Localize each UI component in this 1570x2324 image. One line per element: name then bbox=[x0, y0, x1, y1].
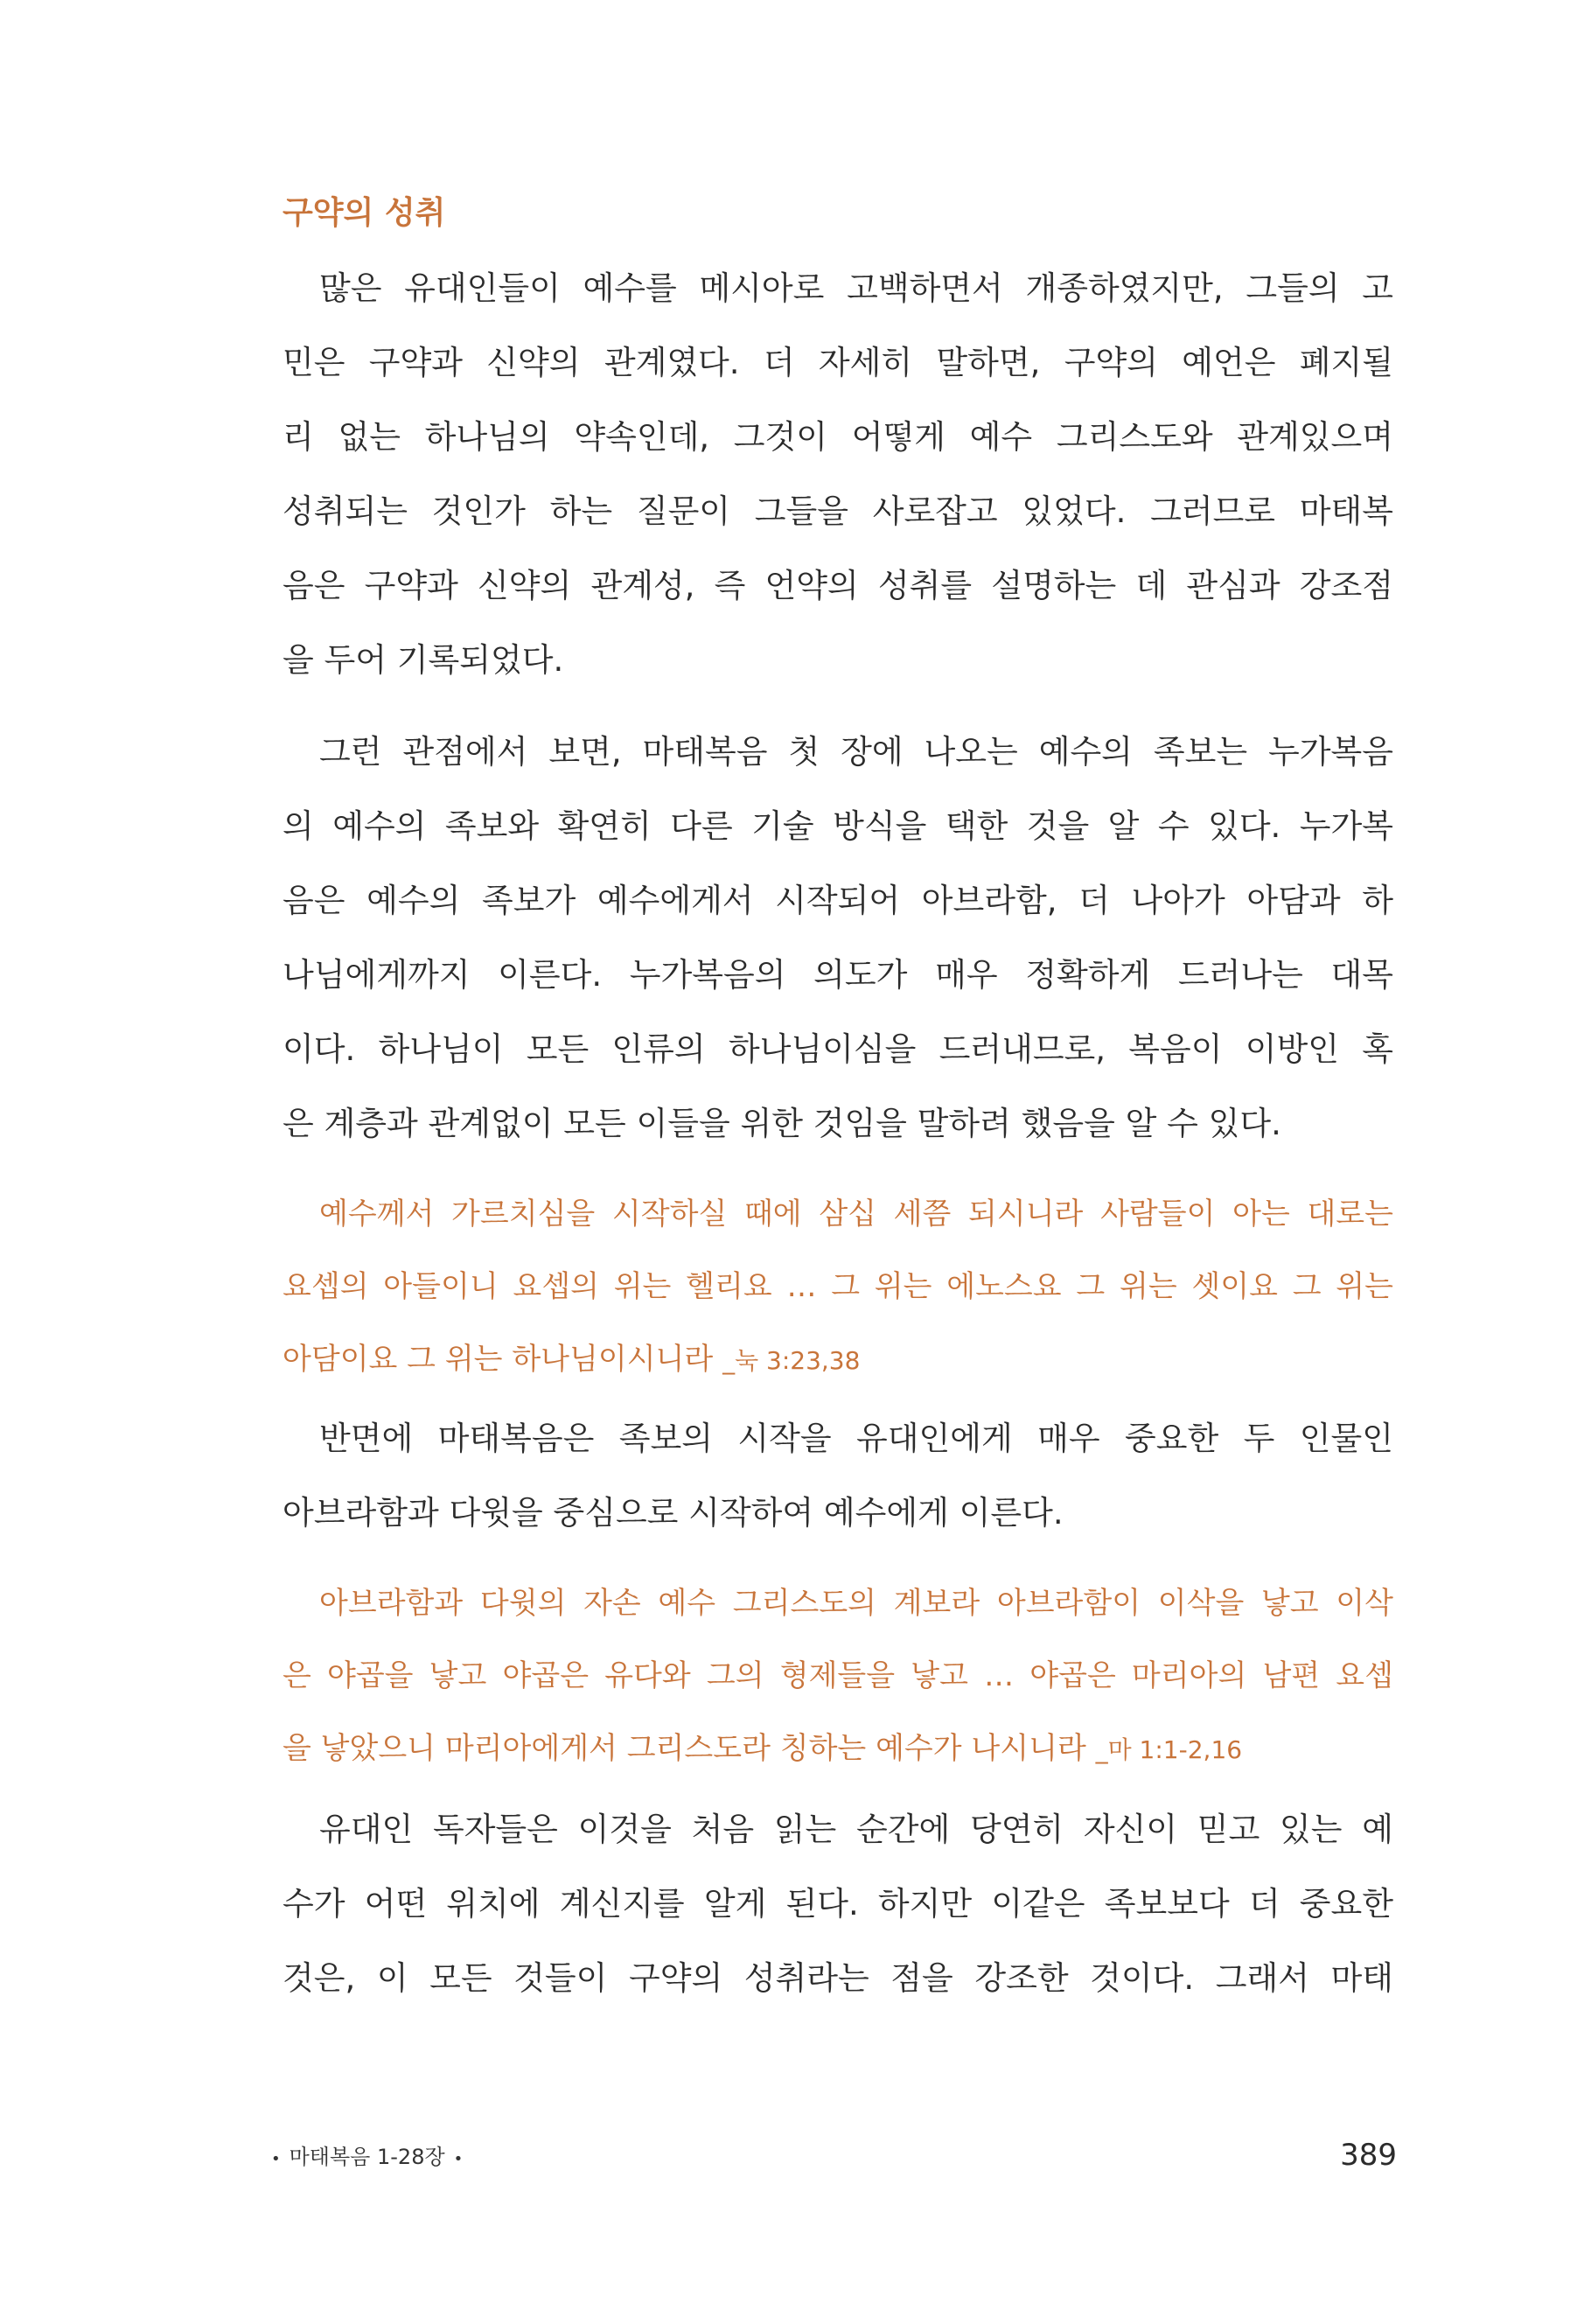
paragraph-line: 그런 관점에서 보면, 마태복음 첫 장에 나오는 예수의 족보는 누가복음 bbox=[319, 733, 1393, 771]
paragraph-line: 아브라함과 다윗을 중심으로 시작하여 예수에게 이른다. bbox=[283, 1494, 1064, 1532]
paragraph-line: 수가 어떤 위치에 계신지를 알게 된다. 하지만 이같은 족보보다 더 중요한 bbox=[283, 1885, 1393, 1923]
quote-line: 예수께서 가르치심을 시작하실 때에 삼십 세쯤 되시니라 사람들이 아는 대로는 bbox=[319, 1197, 1393, 1232]
scripture-reference: _눅 3:23,38 bbox=[722, 1346, 861, 1375]
quote-line: 요셉의 아들이니 요셉의 위는 헬리요 … 그 위는 에노스요 그 위는 셋이요 그 위는 bbox=[283, 1269, 1393, 1304]
section-title: 구약의 성취 bbox=[283, 195, 446, 231]
quote-text: 아담이요 그 위는 하나님이시니라 bbox=[283, 1342, 714, 1377]
quote-line bbox=[283, 1724, 1393, 1775]
quote-line: 아브라함과 다윗의 자손 예수 그리스도의 계보라 아브라함이 이삭을 낳고 이삭 bbox=[319, 1586, 1393, 1621]
page-number: 389 bbox=[1340, 2138, 1397, 2173]
bullet-icon: • bbox=[271, 2150, 281, 2168]
paragraph-line: 의 예수의 족보와 확연히 다른 기술 방식을 택한 것을 알 수 있다. 누가복 bbox=[283, 807, 1393, 845]
quote-text: 을 낳았으니 마리아에게서 그리스도라 칭하는 예수가 나시니라 bbox=[283, 1731, 1086, 1766]
paragraph-line: 민은 구약과 신약의 관계였다. 더 자세히 말하면, 구약의 예언은 폐지될 bbox=[283, 344, 1393, 381]
paragraph-line: 성취되는 것인가 하는 질문이 그들을 사로잡고 있었다. 그러므로 마태복 bbox=[283, 492, 1393, 530]
quote-line bbox=[283, 1335, 1393, 1385]
scripture-reference: _마 1:1-2,16 bbox=[1095, 1735, 1243, 1764]
running-footer bbox=[262, 2143, 471, 2174]
paragraph-line: 것은, 이 모든 것들이 구약의 성취라는 점을 강조한 것이다. 그래서 마태 bbox=[283, 1959, 1393, 1997]
paragraph-line: 리 없는 하나님의 약속인데, 그것이 어떻게 예수 그리스도와 관계있으며 bbox=[283, 418, 1393, 456]
paragraph-line: 을 두어 기록되었다. bbox=[283, 641, 564, 679]
paragraph-line: 유대인 독자들은 이것을 처음 읽는 순간에 당연히 자신이 믿고 있는 예 bbox=[319, 1811, 1393, 1848]
paragraph-line: 음은 구약과 신약의 관계성, 즉 언약의 성취를 설명하는 데 관심과 강조점 bbox=[283, 567, 1393, 604]
paragraph-line: 나님에게까지 이른다. 누가복음의 의도가 매우 정확하게 드러나는 대목 bbox=[283, 956, 1393, 994]
paragraph-line: 많은 유대인들이 예수를 메시아로 고백하면서 개종하였지만, 그들의 고 bbox=[319, 269, 1393, 307]
paragraph-line: 이다. 하나님이 모든 인류의 하나님이심을 드러내므로, 복음이 이방인 혹 bbox=[283, 1030, 1393, 1068]
bullet-icon: • bbox=[453, 2150, 464, 2168]
paragraph-line: 음은 예수의 족보가 예수에게서 시작되어 아브라함, 더 나아가 아담과 하 bbox=[283, 882, 1393, 919]
quote-line: 은 야곱을 낳고 야곱은 유다와 그의 형제들을 낳고 … 야곱은 마리아의 남편 요셉 bbox=[283, 1658, 1393, 1693]
book-title: 마태복음 1-28장 bbox=[289, 2145, 445, 2169]
paragraph-line: 은 계층과 관계없이 모든 이들을 위한 것임을 말하려 했음을 알 수 있다. bbox=[283, 1105, 1281, 1142]
paragraph-line: 반면에 마태복음은 족보의 시작을 유대인에게 매우 중요한 두 인물인 bbox=[319, 1420, 1393, 1457]
